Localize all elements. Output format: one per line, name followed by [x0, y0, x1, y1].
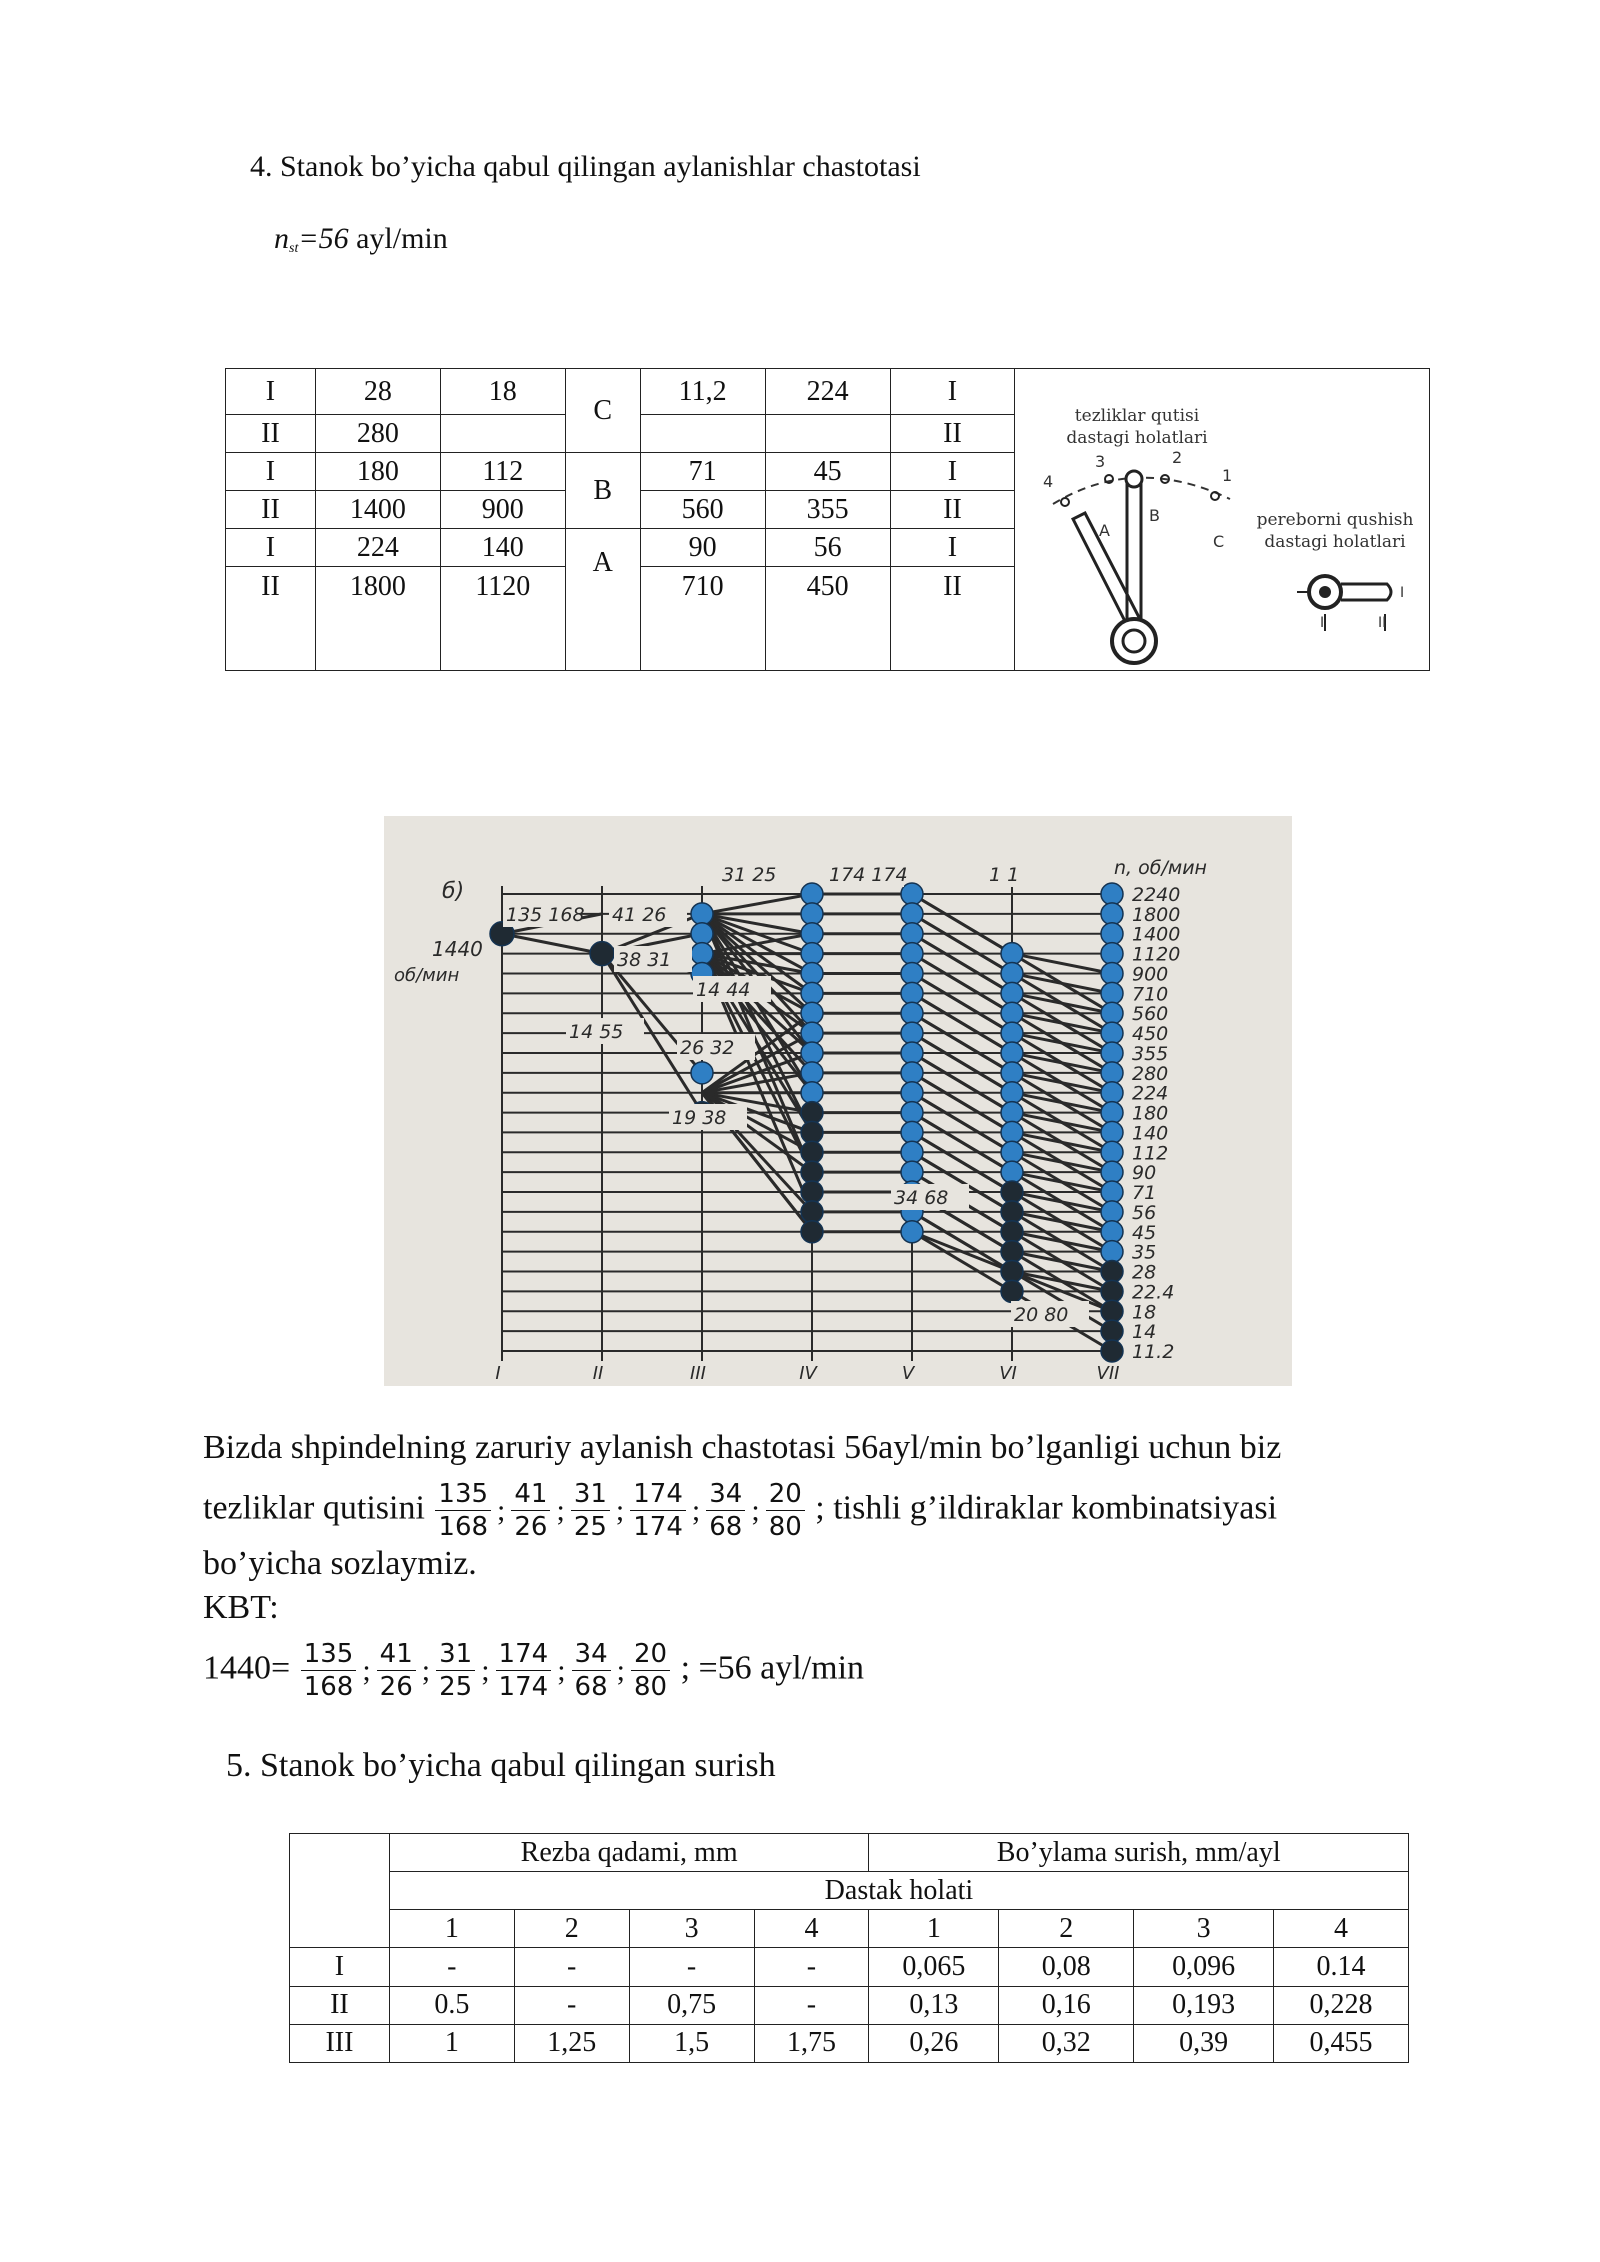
feed-cell: 0.5 [389, 1986, 514, 2024]
speed-node [901, 1082, 923, 1104]
feed-cell: 1,5 [629, 2024, 754, 2062]
speed-node [1101, 1102, 1123, 1124]
speed-node [691, 903, 713, 925]
section-4-heading: 4. Stanok bo’yicha qabul qilingan aylanishlar chastotasi [250, 150, 921, 183]
gear-ratio-label: 41 26 [612, 904, 667, 926]
fraction: $\frac{174}{174}$ [630, 1478, 686, 1543]
section-5-heading: 5. Stanok bo’yicha qabul qilingan surish [226, 1747, 776, 1784]
speed-value-label: 18 [1132, 1301, 1157, 1324]
speed-node [801, 923, 823, 945]
speed-node [1001, 1221, 1023, 1243]
gear-ratio-label: 26 32 [680, 1037, 735, 1059]
gear-ratio-label: 38 31 [617, 949, 672, 971]
fraction: $\frac{31}{25}$ [571, 1478, 610, 1543]
para-line-3: bo’yicha sozlaymiz. [203, 1545, 477, 1582]
speed-table [225, 368, 1430, 671]
lever-position-header: Dastak holati [389, 1872, 1408, 1910]
transmission-line [702, 894, 812, 914]
feed-cell: 0,75 [629, 1986, 754, 2024]
speed-node [1101, 1062, 1123, 1084]
pos-3-label: 3 [1095, 452, 1106, 471]
gear-ratio-label: 34 68 [894, 1187, 949, 1209]
shaft-label: I [495, 1363, 501, 1384]
speed-node [801, 1022, 823, 1044]
speed-node [1101, 1201, 1123, 1223]
engage-lever-arm [1341, 584, 1391, 600]
pos-1-label: 1 [1222, 466, 1233, 485]
speed-value-label: 140 [1132, 1122, 1169, 1145]
speed-cell: 112 [440, 453, 565, 491]
speed-cell: 71 [640, 453, 765, 491]
speed-cell: 180 [315, 453, 440, 491]
gear-ratio-label: 1 1 [989, 864, 1020, 886]
speed-value-label: 28 [1132, 1261, 1157, 1284]
speed-cell: II [890, 415, 1015, 453]
para-line-1: Bizda shpindelning zaruriy aylanish chastotasi 56ayl/min bo’lganligi uchun biz [203, 1429, 1282, 1466]
row-label: I [290, 1948, 390, 1986]
speed-node [1001, 1121, 1023, 1143]
speed-node [1001, 1241, 1023, 1263]
kbt-prefix: 1440= [203, 1649, 291, 1687]
fraction: $\frac{174}{174}$ [496, 1638, 552, 1703]
speed-cell [765, 415, 890, 453]
para-line-2-pre: tezliklar qutisini [203, 1489, 425, 1527]
fraction: $\frac{34}{68}$ [706, 1478, 745, 1543]
feed-cell: - [629, 1948, 754, 1986]
spindle-speed-line [274, 222, 448, 257]
speed-node [801, 943, 823, 965]
kbt-label: KBT: [203, 1589, 279, 1626]
fraction: $\frac{135}{168}$ [435, 1478, 491, 1543]
shaft-label: VI [999, 1363, 1017, 1384]
lever-diagram [1015, 369, 1428, 667]
input-speed-label: 1440 [432, 937, 483, 961]
speed-node [1101, 1022, 1123, 1044]
speed-value-label: 180 [1132, 1102, 1169, 1125]
engage-lever-center [1319, 586, 1331, 598]
speed-cell: 224 [315, 529, 440, 567]
speed-value-label: 710 [1132, 983, 1169, 1006]
speed-value-label: 2240 [1132, 884, 1181, 906]
feed-cell: 0,096 [1134, 1948, 1274, 1986]
speed-node [801, 1062, 823, 1084]
lever-pivot [1112, 619, 1156, 663]
feed-cell: 1,25 [514, 2024, 629, 2062]
speed-value-label: 22.4 [1132, 1281, 1175, 1304]
speed-cell: II [226, 567, 316, 671]
para-line-2-post: ; tishli g’ildiraklar kombinatsiyasi [815, 1489, 1278, 1527]
speed-value-label: 224 [1132, 1082, 1169, 1105]
table-row [290, 1986, 1409, 2024]
speed-node [1101, 982, 1123, 1004]
speed-cell: II [226, 415, 316, 453]
letter-a: A [1099, 521, 1111, 540]
thread-pitch-header: Rezba qadami, mm [389, 1834, 869, 1872]
feed-cell: 1,75 [754, 2024, 869, 2062]
feed-corner-cell [290, 1834, 390, 1948]
speed-cell: 11,2 [640, 369, 765, 415]
speed-cell: 224 [765, 369, 890, 415]
fraction: $\frac{41}{26}$ [377, 1638, 416, 1703]
speed-node [901, 1042, 923, 1064]
speed-node [901, 1022, 923, 1044]
feed-cell: 0,065 [869, 1948, 999, 1986]
fraction: $\frac{20}{80}$ [631, 1638, 670, 1703]
speed-value-label: 112 [1132, 1142, 1169, 1165]
gear-ratio-label: 19 38 [672, 1107, 727, 1129]
speed-cell: 45 [765, 453, 890, 491]
speed-cell: 56 [765, 529, 890, 567]
speed-node [1101, 1340, 1123, 1362]
longitudinal-feed-header: Bo’ylama surish, mm/ayl [869, 1834, 1409, 1872]
speed-cell [640, 415, 765, 453]
speed-node [1101, 1320, 1123, 1342]
speed-node [901, 1141, 923, 1163]
pos-4-label: 4 [1043, 472, 1054, 491]
speed-node [1101, 903, 1123, 925]
n-value: =56 [298, 222, 349, 255]
speed-node [1101, 1181, 1123, 1203]
speed-structure-svg [384, 816, 1292, 1386]
speed-node [901, 1161, 923, 1183]
gear-ratio-label: 14 44 [696, 979, 751, 1001]
speed-node [901, 1102, 923, 1124]
speed-node [1001, 1022, 1023, 1044]
speed-node [691, 1062, 713, 1084]
speed-node [801, 1141, 823, 1163]
feed-cell: 0,32 [999, 2024, 1134, 2062]
speed-cell: 710 [640, 567, 765, 671]
para-line-2: tezliklar qutisini $\frac{135}{168}$ ; $\frac{41}{26}$ ; $\frac{31}{25}$ ; $\frac{174}{174}$ ; $\frac{34}{68}$ ; $\frac{20}{80}$ ; tishli g’ildiraklar kombinatsiyasi [203, 1479, 1278, 1542]
speed-node [1101, 1221, 1123, 1243]
n-subscript: st [289, 241, 299, 256]
shaft-label: IV [799, 1363, 817, 1384]
speed-node [1001, 1102, 1023, 1124]
speed-cell: I [890, 453, 1015, 491]
speed-node [1101, 1082, 1123, 1104]
pos-4-dot [1061, 498, 1069, 506]
speed-node [801, 1121, 823, 1143]
speed-cell: II [890, 567, 1015, 671]
shaft-label: III [690, 1363, 706, 1384]
speed-node [901, 1221, 923, 1243]
feed-cell: - [514, 1986, 629, 2024]
speed-value-label: 35 [1132, 1241, 1157, 1264]
speed-cell: 18 [440, 369, 565, 415]
n-unit: ayl/min [348, 222, 448, 255]
speed-node [1001, 943, 1023, 965]
fig-title-2: dastagi holatlari [1066, 428, 1208, 448]
position-header: 1 [389, 1910, 514, 1948]
speed-cell: 28 [315, 369, 440, 415]
speed-node [1101, 1121, 1123, 1143]
range-letter-a: A [565, 529, 640, 671]
speed-value-label: 355 [1132, 1042, 1169, 1065]
speed-value-label: 1800 [1132, 903, 1181, 926]
speed-node [801, 1161, 823, 1183]
range-letter-b: B [565, 453, 640, 529]
position-header: 1 [869, 1910, 999, 1948]
feed-table [289, 1833, 1409, 2063]
speed-node [801, 1181, 823, 1203]
speed-node [801, 1102, 823, 1124]
speed-node [1101, 1161, 1123, 1183]
fig-title-1: tezliklar qutisi [1075, 406, 1200, 426]
letter-b: B [1149, 506, 1161, 525]
gear-ratio-label: 14 55 [569, 1021, 624, 1043]
lever-positions-figure [1015, 369, 1430, 671]
feed-cell: 0,193 [1134, 1986, 1274, 2024]
speed-node [1001, 1082, 1023, 1104]
speed-node [1101, 1300, 1123, 1322]
lever-b-knob [1126, 471, 1142, 487]
pos-2-label: 2 [1172, 448, 1183, 467]
position-header: 4 [1274, 1910, 1409, 1948]
speed-cell: II [226, 491, 316, 529]
position-header: 2 [514, 1910, 629, 1948]
speed-value-label: 560 [1132, 1003, 1169, 1026]
speed-cell: 90 [640, 529, 765, 567]
feed-cell: - [514, 1948, 629, 1986]
shaft-label: II [592, 1363, 604, 1384]
speed-cell: 1400 [315, 491, 440, 529]
speed-cell: 280 [315, 415, 440, 453]
speed-structure-diagram [384, 816, 1292, 1386]
shaft-label: V [901, 1363, 915, 1384]
speed-value-label: 11.2 [1132, 1341, 1175, 1363]
letter-c: C [1213, 532, 1225, 551]
panel-label: б) [442, 879, 465, 904]
kbt-formula: 1440= $\frac{135}{168}$ ; $\frac{41}{26}$ ; $\frac{31}{25}$ ; $\frac{174}{174}$ ; $\frac{34}{68}$ ; $\frac{20}{80}$ ; =56 ayl/min [203, 1639, 865, 1702]
speed-cell: I [226, 369, 316, 415]
speed-value-label: 14 [1132, 1321, 1157, 1344]
speed-cell: I [226, 529, 316, 567]
feed-cell: 0,08 [999, 1948, 1134, 1986]
speed-node [901, 982, 923, 1004]
speed-node [691, 943, 713, 965]
speed-cell: 560 [640, 491, 765, 529]
range-letter-c: C [565, 369, 640, 453]
speed-value-label: 56 [1132, 1201, 1157, 1224]
speed-cell: 1800 [315, 567, 440, 671]
speed-node [1001, 1280, 1023, 1302]
speed-node [901, 1002, 923, 1024]
feed-cell: - [754, 1986, 869, 2024]
speed-node [1001, 1062, 1023, 1084]
feed-cell: 0,455 [1274, 2024, 1409, 2062]
speed-node [801, 1002, 823, 1024]
speed-node [1001, 982, 1023, 1004]
speed-cell: 1120 [440, 567, 565, 671]
speed-node [801, 1221, 823, 1243]
speed-node [1001, 1141, 1023, 1163]
speed-node [801, 962, 823, 984]
speed-cell: I [890, 369, 1015, 415]
speed-node [901, 923, 923, 945]
speed-node [801, 903, 823, 925]
n-symbol: n [274, 222, 289, 255]
speed-node [1101, 923, 1123, 945]
feed-cell: - [754, 1948, 869, 1986]
speed-cell: I [226, 453, 316, 491]
speed-node [1001, 1161, 1023, 1183]
speed-node [1101, 1241, 1123, 1263]
fraction: $\frac{20}{80}$ [766, 1478, 805, 1543]
kbt-result: ; =56 ayl/min [680, 1649, 865, 1687]
speed-node [801, 883, 823, 905]
engage-label-2: II [1378, 615, 1387, 631]
feed-cell: 0,39 [1134, 2024, 1274, 2062]
fraction: $\frac{31}{25}$ [436, 1638, 475, 1703]
speed-value-label: 90 [1132, 1162, 1157, 1185]
speed-value-label: 900 [1132, 963, 1169, 986]
speed-node [691, 923, 713, 945]
speed-node [590, 942, 614, 966]
speed-node [801, 1201, 823, 1223]
speed-cell: II [890, 491, 1015, 529]
feed-cell: 0,16 [999, 1986, 1134, 2024]
speed-cell: 140 [440, 529, 565, 567]
speed-node [1101, 962, 1123, 984]
gear-ratio-label: 20 80 [1014, 1304, 1069, 1326]
gear-ratio-label: 135 168 [506, 904, 585, 926]
table-row [290, 2024, 1409, 2062]
speed-node [801, 982, 823, 1004]
speed-node [1001, 1201, 1023, 1223]
feed-cell: - [389, 1948, 514, 1986]
speed-cell: 355 [765, 491, 890, 529]
feed-cell: 1 [389, 2024, 514, 2062]
speed-cell: I [890, 529, 1015, 567]
speed-value-label: 1400 [1132, 923, 1181, 946]
speed-value-label: 71 [1132, 1182, 1157, 1205]
speed-node [801, 1042, 823, 1064]
feed-cell: 0,13 [869, 1986, 999, 2024]
speed-node [1001, 1042, 1023, 1064]
position-header: 2 [999, 1910, 1134, 1948]
speed-node [901, 903, 923, 925]
speed-node [901, 943, 923, 965]
position-header: 4 [754, 1910, 869, 1948]
fig-title-4: dastagi holatlari [1264, 532, 1406, 552]
speed-node [1101, 1042, 1123, 1064]
feed-cell: 0,26 [869, 2024, 999, 2062]
speed-node [1101, 1280, 1123, 1302]
speed-cell: 900 [440, 491, 565, 529]
shaft-label: VII [1096, 1363, 1120, 1384]
fraction: $\frac{41}{26}$ [511, 1478, 550, 1543]
speed-node [1101, 1141, 1123, 1163]
speed-value-label: 280 [1132, 1062, 1169, 1085]
input-unit-label: об/мин [394, 965, 460, 986]
speed-node [1101, 883, 1123, 905]
speed-node [1001, 1002, 1023, 1024]
speed-node [901, 883, 923, 905]
speed-node [1001, 962, 1023, 984]
speed-value-label: 450 [1132, 1023, 1169, 1046]
position-header: 3 [1134, 1910, 1274, 1948]
transmission-line [502, 934, 602, 954]
speed-node [1101, 1002, 1123, 1024]
feed-cell: 0,228 [1274, 1986, 1409, 2024]
speed-node [801, 1082, 823, 1104]
speed-node [1001, 1181, 1023, 1203]
speed-node [1101, 943, 1123, 965]
row-label: III [290, 2024, 390, 2062]
unit-label: n, об/мин [1114, 857, 1207, 879]
fig-title-3: pereborni qushish [1257, 510, 1414, 530]
speed-value-label: 1120 [1132, 943, 1181, 966]
engage-label-1: I [1320, 615, 1325, 631]
speed-node [1101, 1261, 1123, 1283]
position-header: 3 [629, 1910, 754, 1948]
fraction: $\frac{34}{68}$ [572, 1638, 611, 1703]
speed-cell [440, 415, 565, 453]
engage-label-right: I [1400, 585, 1405, 601]
fraction: $\frac{135}{168}$ [301, 1638, 357, 1703]
table-row [290, 1948, 1409, 1986]
speed-node [901, 1121, 923, 1143]
speed-node [901, 962, 923, 984]
gear-ratio-label: 174 174 [829, 864, 908, 886]
speed-node [1001, 1261, 1023, 1283]
feed-cell: 0.14 [1274, 1948, 1409, 1986]
speed-value-label: 45 [1132, 1221, 1157, 1244]
speed-cell: 450 [765, 567, 890, 671]
gear-ratio-label: 31 25 [722, 864, 777, 886]
row-label: II [290, 1986, 390, 2024]
speed-node [901, 1062, 923, 1084]
